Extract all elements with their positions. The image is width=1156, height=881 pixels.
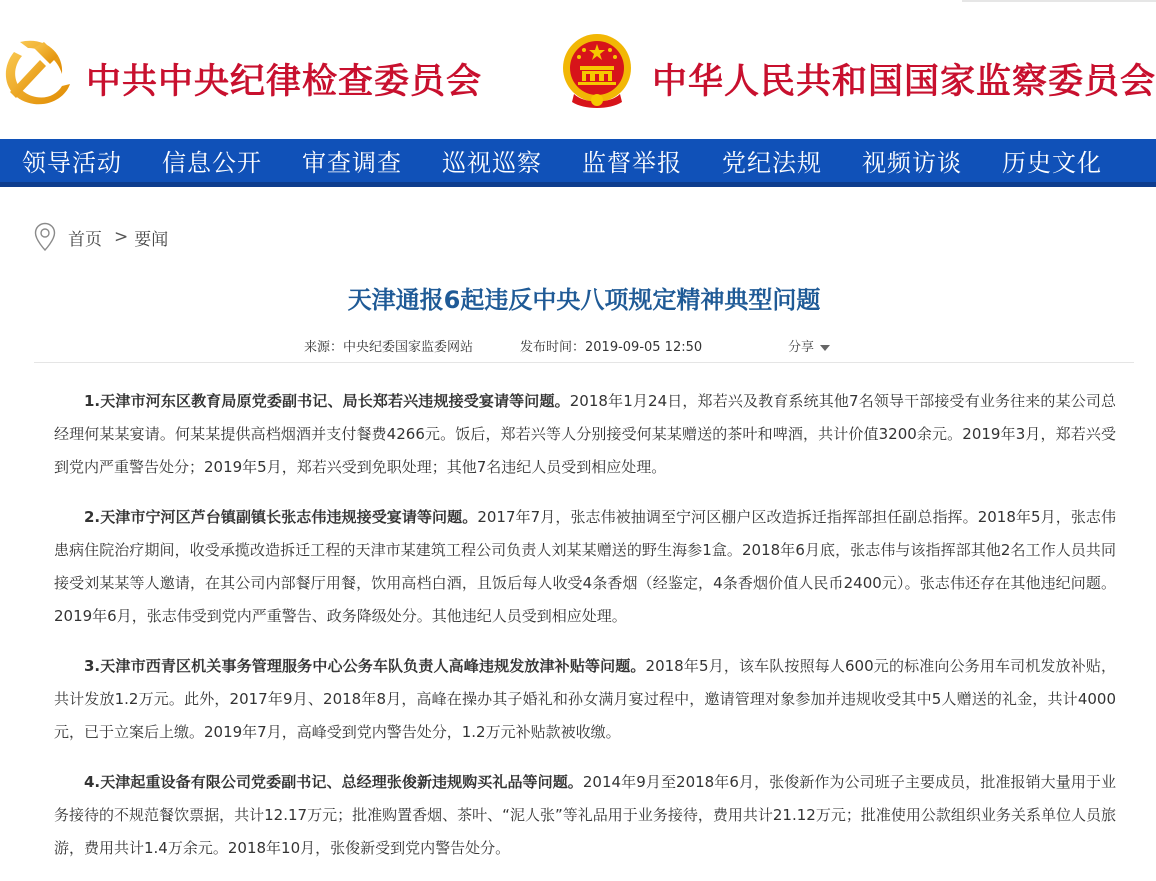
article-source: 来源：中央纪委国家监委网站 xyxy=(304,340,474,355)
article-title: 天津通报6起违反中央八项规定精神典型问题 xyxy=(347,286,821,314)
nav-item-history-culture[interactable]: 历史文化 xyxy=(1002,149,1102,177)
paragraph-lead: 3.天津市西青区机关事务管理服务中心公务车队负责人高峰违规发放津补贴等问题。 xyxy=(84,657,646,675)
breadcrumb xyxy=(34,222,168,252)
nav-item-supervision-report[interactable]: 监督举报 xyxy=(582,149,682,177)
location-pin-icon xyxy=(34,222,56,252)
hammer-sickle-icon[interactable] xyxy=(0,34,72,110)
paragraph-body: 2017年7月，张志伟被抽调至宁河区棚户区改造拆迁指挥部担任副总指挥。2018年5月，张志伟患病住院治疗期间，收受承揽改造拆迁工程的天津市某建筑工程公司负责人刘某某赠送的野生海参1盒。2018年6月底，张志伟与该指挥部其他2名工作人员共同接受刘某某等人邀请，在其公司内部餐厅用餐，饮用高档白酒，且饭后每人收受4条香烟（经鉴定，4条香烟价值人民币2400元）。张志伟还存在其他违纪问题。2019年6月，张志伟受到党内严重警告、政务降级处分。其他违纪人员受到相应处理。 xyxy=(54,508,1116,625)
paragraph-body: 2018年5月，该车队按照每人600元的标准向公务用车司机发放补贴，共计发放1.2万元。此外，2017年9月、2018年8月，高峰在操办其子婚礼和孙女满月宴过程中，邀请管理对象参加并违规收受其中5人赠送的礼金，共计4000元，已于立案后上缴。2019年7月，高峰受到党内警告处分，1.2万元补贴款被收缴。 xyxy=(54,657,1116,741)
breadcrumb-current[interactable]: 要闻 xyxy=(134,229,169,250)
article-paragraph xyxy=(54,650,1116,749)
article-body xyxy=(54,385,1116,881)
article-paragraph xyxy=(54,385,1116,484)
article-paragraph xyxy=(54,501,1116,633)
nsc-title[interactable]: 中华人民共和国国家监察委员会 xyxy=(652,61,1156,102)
national-emblem-icon[interactable] xyxy=(560,30,634,112)
paragraph-body: 2014年9月至2018年6月，张俊新作为公司班子主要成员，批准报销大量用于业务接待的不规范餐饮票据，共计12.17万元；批准购置香烟、茶叶、“泥人张”等礼品用于业务接待，费用共计21.12万元；批准使用公款组织业务关系单位人员旅游，费用共计1.4万余元。2018年10月，张俊新受到党内警告处分。 xyxy=(54,773,1116,857)
divider xyxy=(34,362,1134,363)
nav-item-video-interview[interactable]: 视频访谈 xyxy=(862,149,962,177)
nav-item-regulations[interactable]: 党纪法规 xyxy=(722,149,822,177)
nav-item-leadership[interactable]: 领导活动 xyxy=(22,149,122,177)
breadcrumb-home[interactable]: 首页 xyxy=(68,229,102,250)
chevron-down-icon xyxy=(820,345,830,351)
site-header xyxy=(0,0,1156,139)
main-nav xyxy=(0,139,1156,187)
ccdi-title[interactable]: 中共中央纪律检查委员会 xyxy=(86,61,483,102)
paragraph-lead: 1.天津市河东区教育局原党委副书记、局长郑若兴违规接受宴请等问题。 xyxy=(84,392,570,410)
top-strip xyxy=(962,0,1156,2)
article-paragraph xyxy=(54,766,1116,865)
nav-item-info-disclosure[interactable]: 信息公开 xyxy=(162,149,262,177)
paragraph-lead: 4.天津起重设备有限公司党委副书记、总经理张俊新违规购买礼品等问题。 xyxy=(84,773,583,791)
breadcrumb-separator: > xyxy=(114,227,129,247)
publish-time: 发布时间：2019-09-05 12:50 xyxy=(520,340,703,355)
nav-item-inspection[interactable]: 巡视巡察 xyxy=(442,149,542,177)
paragraph-lead: 2.天津市宁河区芦台镇副镇长张志伟违规接受宴请等问题。 xyxy=(84,508,478,526)
share-button[interactable] xyxy=(788,336,830,355)
paragraph-body: 2018年1月24日，郑若兴及教育系统其他7名领导干部接受有业务往来的某公司总经理何某某宴请。何某某提供高档烟酒并支付餐费4266元。饭后，郑若兴等人分别接受何某某赠送的茶叶和啤酒，共计价值3200余元。2019年3月，郑若兴受到党内严重警告处分；2019年5月，郑若兴受到免职处理；其他7名违纪人员受到相应处理。 xyxy=(54,392,1116,476)
share-label: 分享 xyxy=(788,340,815,355)
article-meta xyxy=(0,336,1156,356)
nav-item-investigation[interactable]: 审查调查 xyxy=(302,149,402,177)
